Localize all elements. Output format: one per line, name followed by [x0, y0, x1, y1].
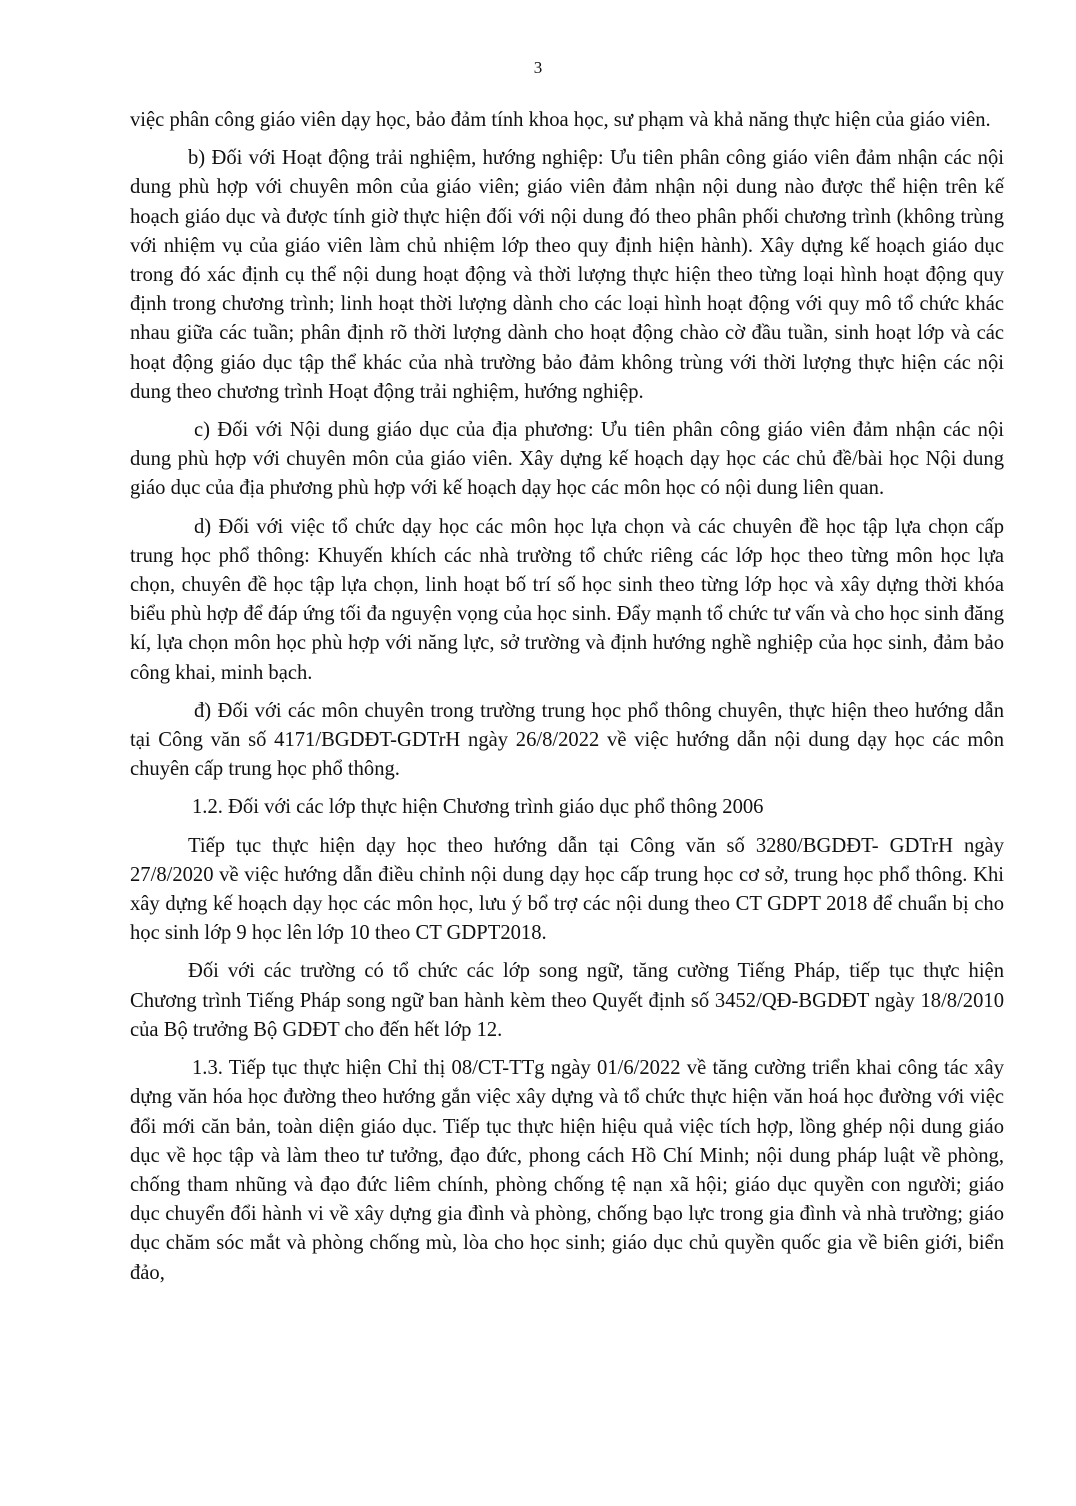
section-heading-1-2: 1.2. Đối với các lớp thực hiện Chương trình giáo dục phổ thông 2006 — [192, 796, 764, 819]
paragraph-curriculum-2006: Tiếp tục thực hiện dạy học theo hướng dẫn tại Công văn số 3280/BGDĐT- GDTrH ngày 27/8/2020 về việc hướng dẫn điều chỉnh nội dung dạy học cấp trung học cơ sở, trung học phổ thông. Khi xây dựng kế hoạch dạy học các môn học, lưu ý bổ trợ các nội dung theo CT GDPT 2018 để chuẩn bị cho học sinh lớp 9 học lên lớp 10 theo CT GDPT2018. — [130, 834, 1004, 945]
page-number: 3 — [533, 58, 543, 77]
paragraph-1-3-school-culture: 1.3. Tiếp tục thực hiện Chỉ thị 08/CT-TTg ngày 01/6/2022 về tăng cường triển khai công tác xây dựng văn hóa học đường theo hướng gắn việc xây dựng và tổ chức thực hiện văn hoá học đường với việc đổi mới căn bản, toàn diện giáo dục. Tiếp tục thực hiện hiệu quả việc tích hợp, lồng ghép nội dung giáo dục về học tập và làm theo tư tưởng, đạo đức, phong cách Hồ Chí Minh; nội dung pháp luật về phòng, chống tham nhũng và đạo đức liêm chính, phòng chống tệ nạn xã hội; giáo dục quyền con người; giáo dục chuyển đổi hành vi về xây dựng gia đình và phòng, chống bạo lực trong gia đình và nhà trường; giáo dục chăm sóc mắt và phòng chống mù, lòa cho học sinh; giáo dục chủ quyền quốc gia về biên giới, biển đảo, — [130, 1057, 1004, 1284]
paragraph-bilingual-french: Đối với các trường có tổ chức các lớp song ngữ, tăng cường Tiếng Pháp, tiếp tục thực hiện Chương trình Tiếng Pháp song ngữ ban hành kèm theo Quyết định số 3452/QĐ-BGDĐT ngày 18/8/2010 của Bộ trưởng Bộ GDĐT cho đến hết lớp 12. — [130, 960, 1004, 1041]
document-body — [130, 106, 1004, 1297]
paragraph-d-elective-subjects: d) Đối với việc tổ chức dạy học các môn học lựa chọn và các chuyên đề học tập lựa chọn cấp trung học phổ thông: Khuyến khích các nhà trường tổ chức riêng các lớp học theo từng môn học lựa chọn, chuyên đề học tập lựa chọn, linh hoạt bố trí số học sinh theo từng lớp học và xây dựng thời khóa biểu phù hợp để đáp ứng tối đa nguyện vọng của học sinh. Đẩy mạnh tổ chức tư vấn và cho học sinh đăng kí, lựa chọn môn học phù hợp với năng lực, sở trường và định hướng nghề nghiệp của học sinh, đảm bảo công khai, minh bạch. — [130, 515, 1004, 684]
paragraph-continuation: việc phân công giáo viên dạy học, bảo đảm tính khoa học, sư phạm và khả năng thực hiện của giáo viên. — [130, 109, 991, 131]
paragraph-dd-specialized-subjects: đ) Đối với các môn chuyên trong trường trung học phổ thông chuyên, thực hiện theo hướng dẫn tại Công văn số 4171/BGDĐT-GDTrH ngày 26/8/2022 về việc hướng dẫn nội dung dạy học các môn chuyên cấp trung học phổ thông. — [130, 699, 1004, 781]
paragraph-c-local-education: c) Đối với Nội dung giáo dục của địa phương: Ưu tiên phân công giáo viên đảm nhận các nội dung phù hợp với chuyên môn của giáo viên. Xây dựng kế hoạch dạy học các chủ đề/bài học Nội dung giáo dục của địa phương phù hợp với kế hoạch dạy học các môn học có nội dung liên quan. — [130, 419, 1004, 500]
paragraph-b-experiential-activities: b) Đối với Hoạt động trải nghiệm, hướng nghiệp: Ưu tiên phân công giáo viên đảm nhận các nội dung phù hợp với chuyên môn của giáo viên; giáo viên đảm nhận nội dung nào được thể hiện trên kế hoạch giáo dục và được tính giờ thực hiện đối với nội dung đó theo phân phối chương trình (không trùng với nhiệm vụ của giáo viên làm chủ nhiệm lớp theo quy định hiện hành). Xây dựng kế hoạch giáo dục trong đó xác định cụ thể nội dung hoạt động và thời lượng thực hiện theo từng loại hình hoạt động quy định trong chương trình; linh hoạt thời lượng dành cho các loại hình hoạt động với quy mô tổ chức khác nhau giữa các tuần; phân định rõ thời lượng dành cho hoạt động chào cờ đầu tuần, sinh hoạt lớp và các hoạt động giáo dục tập thể khác của nhà trường bảo đảm không trùng với thời lượng thực hiện các nội dung theo chương trình Hoạt động trải nghiệm, hướng nghiệp. — [130, 147, 1004, 403]
